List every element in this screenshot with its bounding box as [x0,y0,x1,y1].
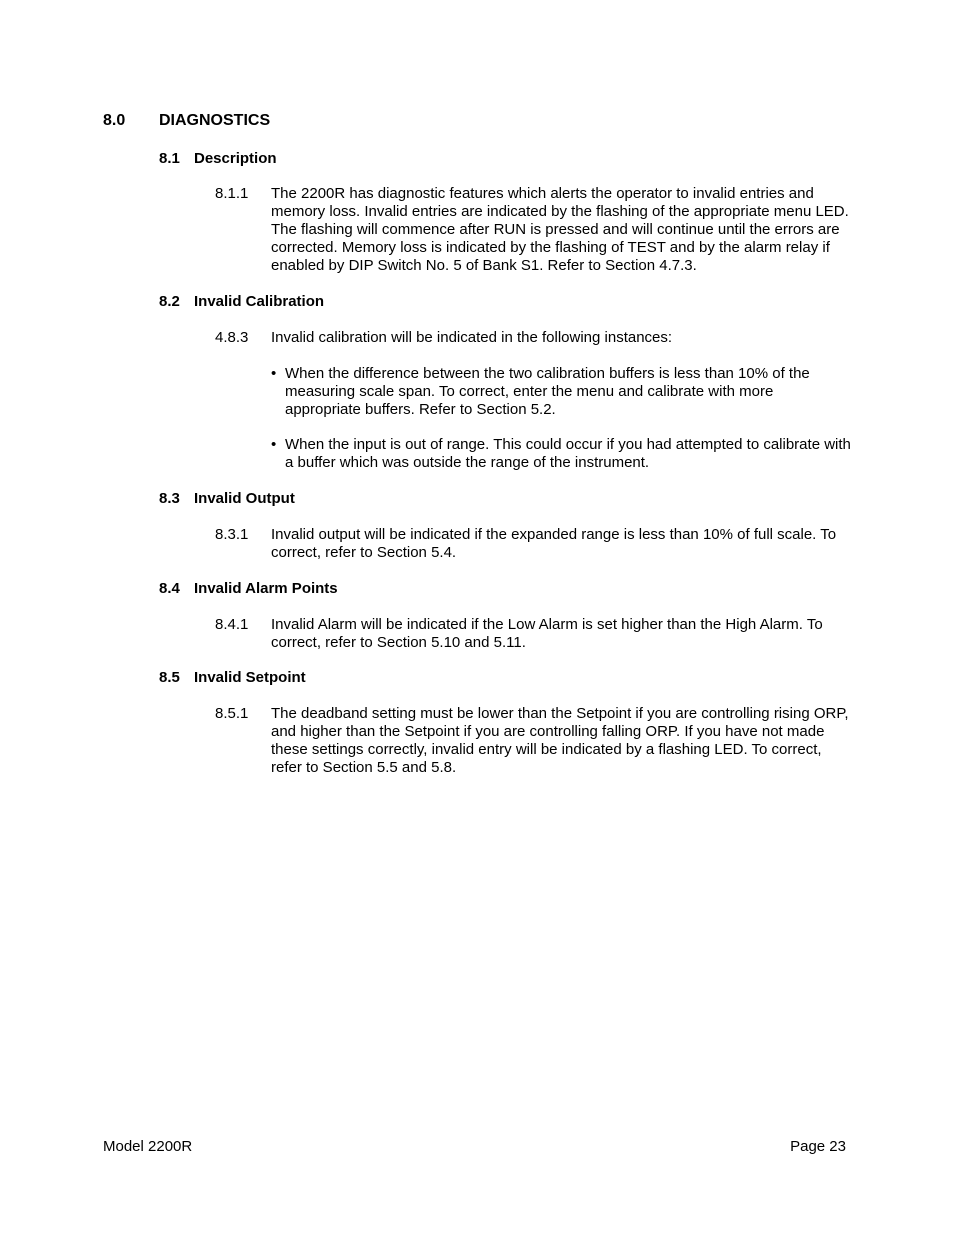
subsection-number: 8.1 [159,150,180,167]
subsection-title: Description [194,150,277,167]
subsection-number: 8.2 [159,293,180,310]
bullet-mark: • [271,436,277,453]
subsection-number: 8.3 [159,490,180,507]
paragraph-number: 8.5.1 [215,705,249,722]
paragraph-number: 4.8.3 [215,329,249,346]
paragraph-number: 8.1.1 [215,185,249,202]
subsection-number: 8.4 [159,580,180,597]
section-number: 8.0 [103,112,126,129]
paragraph-text: The deadband setting must be lower than the Setpoint if you are controlling rising ORP, and higher than the Setpoint if you are controlling falling ORP. If you have not made these settings correctly, invalid entry will be indicated by a flashing LED. To correct, refer to Section 5.5 and 5.8. [271,705,849,776]
bullet-mark: • [271,365,277,382]
subsection-title: Invalid Alarm Points [194,580,338,597]
footer-page-number: Page 23 [790,1138,846,1155]
subsection-number: 8.5 [159,669,180,686]
paragraph-text: Invalid Alarm will be indicated if the Low Alarm is set higher than the High Alarm. To correct, refer to Section 5.10 and 5.11. [271,616,823,651]
paragraph-text: Invalid calibration will be indicated in the following instances: [271,329,673,346]
paragraph-text: The 2200R has diagnostic features which alerts the operator to invalid entries and memory loss. Invalid entries are indicated by the flashing of the appropriate menu LED. The flashing will commence after RUN is pressed and will continue until the errors are corrected. Memory loss is indicated by the flashing of TEST and by the alarm relay if enabled by DIP Switch No. 5 of Bank S1. Refer to Section 4.7.3. [271,185,849,274]
bullet-text: When the difference between the two calibration buffers is less than 10% of the measuring scale span. To correct, enter the menu and calibrate with more appropriate buffers. Refer to Section 5.2. [285,365,810,418]
paragraph-text: Invalid output will be indicated if the expanded range is less than 10% of full scale. To correct, refer to Section 5.4. [271,526,837,561]
paragraph-number: 8.3.1 [215,526,249,543]
subsection-title: Invalid Output [194,490,295,507]
bullet-text: When the input is out of range. This could occur if you had attempted to calibrate with a buffer which was outside the range of the instrument. [285,436,851,471]
subsection-title: Invalid Setpoint [194,669,306,686]
subsection-title: Invalid Calibration [194,293,325,310]
footer-model: Model 2200R [103,1138,193,1155]
paragraph-number: 8.4.1 [215,616,249,633]
section-title: DIAGNOSTICS [159,112,271,129]
